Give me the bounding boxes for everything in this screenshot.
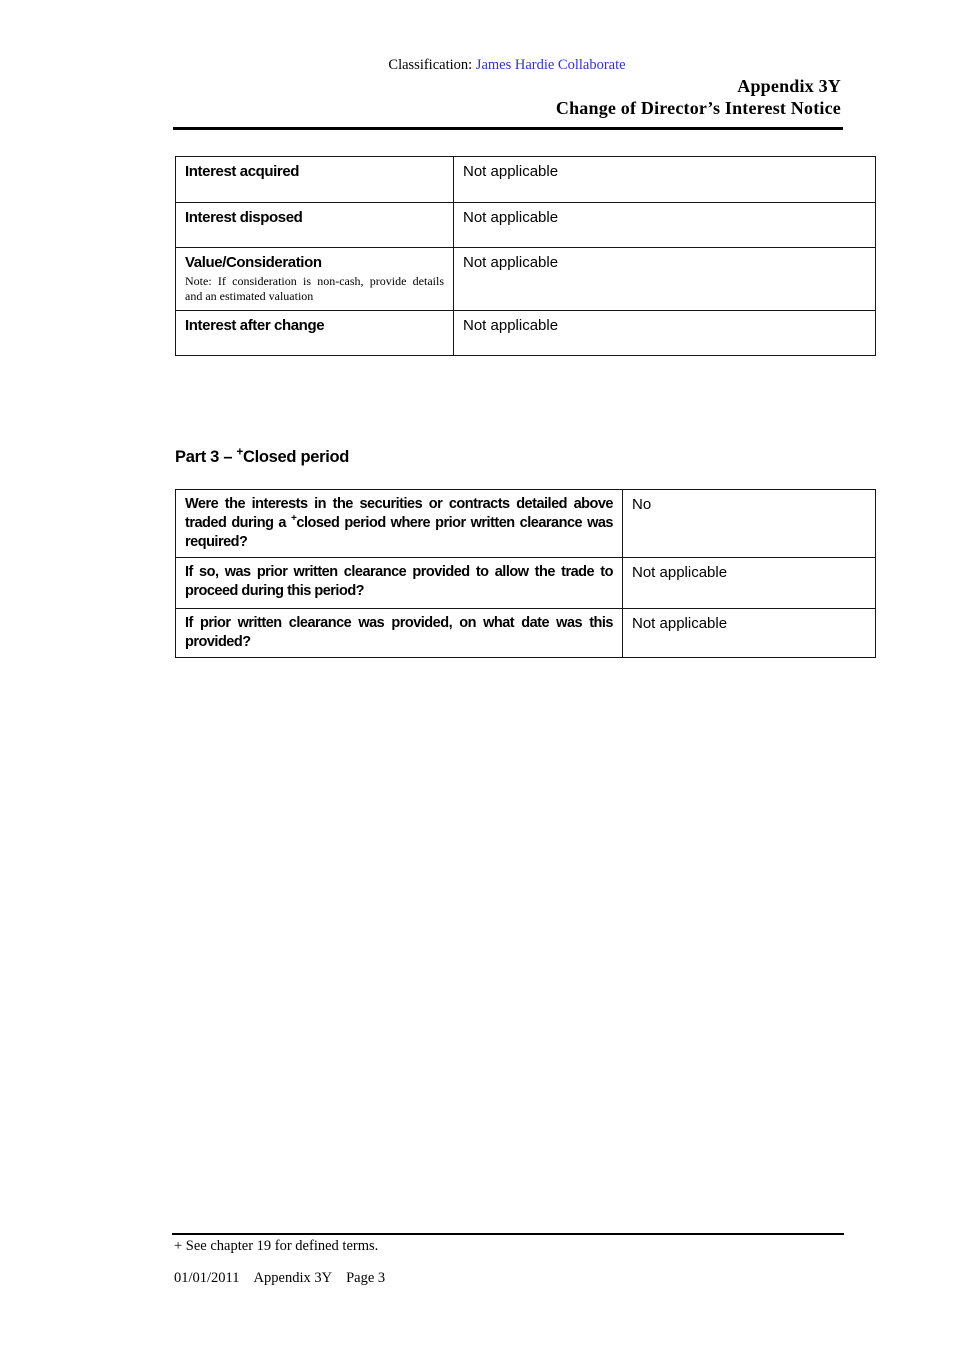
- interest-after-change-value: Not applicable: [454, 311, 876, 356]
- value-consideration-value: Not applicable: [454, 248, 876, 311]
- footer-appendix: Appendix 3Y: [253, 1270, 333, 1286]
- defined-term-marker: +: [236, 446, 243, 459]
- interest-after-change-label: Interest after change: [176, 311, 454, 356]
- closed-period-question-2: [176, 558, 623, 609]
- classification-value: James Hardie Collaborate: [475, 57, 626, 73]
- document-title-block: [173, 76, 841, 119]
- interest-disposed-label: Interest disposed: [176, 203, 454, 248]
- document-subtitle: Change of Director’s Interest Notice: [555, 97, 841, 118]
- closed-period-question-1: [176, 490, 623, 558]
- footer-meta-line: [174, 1270, 399, 1287]
- closed-period-answer-1: No: [623, 490, 876, 558]
- value-consideration-label: [176, 248, 454, 311]
- part3-heading-prefix: Part 3 –: [175, 448, 237, 466]
- closed-period-question-3: [176, 609, 623, 658]
- footer-divider-rule: [172, 1233, 844, 1235]
- question-text: If so, was prior written clearance provided to allow the trade to proceed during this period?: [185, 564, 613, 599]
- value-consideration-note: Note: If consideration is non-cash, provide details and an estimated valuation: [185, 274, 444, 303]
- value-consideration-title: Value/Consideration: [185, 254, 322, 271]
- header-divider-rule: [173, 127, 843, 130]
- footer-page-number: Page 3: [346, 1270, 386, 1286]
- defined-term-marker: +: [291, 513, 297, 525]
- interest-disposed-value: Not applicable: [454, 203, 876, 248]
- table-row: [176, 311, 876, 356]
- question-text: closed period where prior written clearance was required?: [185, 515, 613, 550]
- closed-period-answer-2: Not applicable: [623, 558, 876, 609]
- table-row: [176, 157, 876, 203]
- classification-line: [173, 57, 841, 74]
- table-row: [176, 558, 876, 609]
- interest-acquired-value: Not applicable: [454, 157, 876, 203]
- closed-period-answer-3: Not applicable: [623, 609, 876, 658]
- question-text: If prior written clearance was provided, on what date was this provided?: [185, 615, 613, 650]
- part3-heading-rest: Closed period: [242, 448, 350, 466]
- table-row: [176, 248, 876, 311]
- appendix-title: Appendix 3Y: [737, 76, 841, 96]
- question-text: Were the interests in the securities or contracts detailed above traded during a: [185, 496, 613, 531]
- table-row: [176, 490, 876, 558]
- footer-date: 01/01/2011: [174, 1270, 240, 1286]
- footer-defined-terms: + See chapter 19 for defined terms.: [174, 1238, 379, 1254]
- closed-period-table: [175, 489, 876, 658]
- classification-label: Classification:: [388, 57, 476, 73]
- interest-details-table: [175, 156, 876, 356]
- part3-heading: [175, 448, 349, 467]
- table-row: [176, 609, 876, 658]
- table-row: [176, 203, 876, 248]
- interest-acquired-label: Interest acquired: [176, 157, 454, 203]
